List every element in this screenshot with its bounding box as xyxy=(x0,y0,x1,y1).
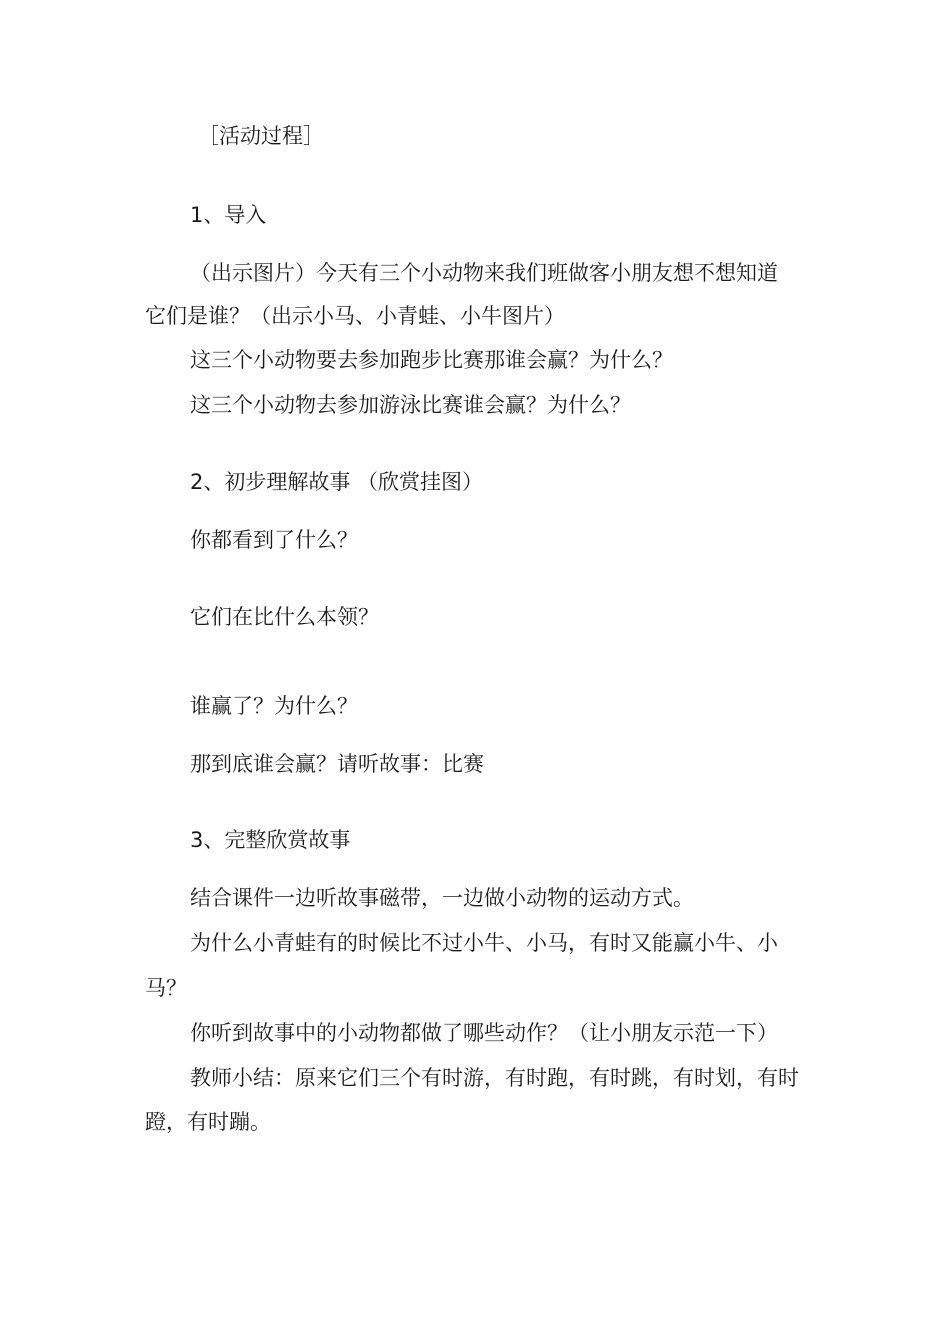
section-2-question-1: 你都看到了什么？ xyxy=(190,528,358,552)
section-2-question-4: 那到底谁会赢？请听故事：比赛 xyxy=(190,752,484,776)
activity-process-heading: ［活动过程］ xyxy=(198,124,324,148)
section-3-paragraph-1: 结合课件一边听故事磁带，一边做小动物的运动方式。 xyxy=(190,886,694,910)
section-2-question-3: 谁赢了？为什么？ xyxy=(190,694,358,718)
section-2-heading: 2、初步理解故事 （欣赏挂图） xyxy=(190,470,484,494)
section-1-question-1: 这三个小动物要去参加跑步比赛那谁会赢？为什么？ xyxy=(190,348,673,372)
section-1-paragraph-line-2: 它们是谁？（出示小马、小青蛙、小牛图片） xyxy=(145,304,565,328)
section-3-summary-line-1: 教师小结：原来它们三个有时游，有时跑，有时跳，有时划，有时 xyxy=(190,1066,799,1090)
section-3-paragraph-2-line-2: 马？ xyxy=(145,976,187,1000)
section-1-question-2: 这三个小动物去参加游泳比赛谁会赢？为什么？ xyxy=(190,393,631,417)
section-1-paragraph-line-1: （出示图片）今天有三个小动物来我们班做客小朋友想不想知道 xyxy=(190,261,778,285)
section-1-heading: 1、导入 xyxy=(190,203,267,227)
section-3-paragraph-2-line-1: 为什么小青蛙有的时候比不过小牛、小马，有时又能赢小牛、小 xyxy=(190,931,778,955)
section-3-summary-line-2: 蹬，有时蹦。 xyxy=(145,1110,271,1134)
section-3-paragraph-3: 你听到故事中的小动物都做了哪些动作？（让小朋友示范一下） xyxy=(190,1021,778,1045)
section-2-question-2: 它们在比什么本领？ xyxy=(190,605,379,629)
section-3-heading: 3、完整欣赏故事 xyxy=(190,828,351,852)
